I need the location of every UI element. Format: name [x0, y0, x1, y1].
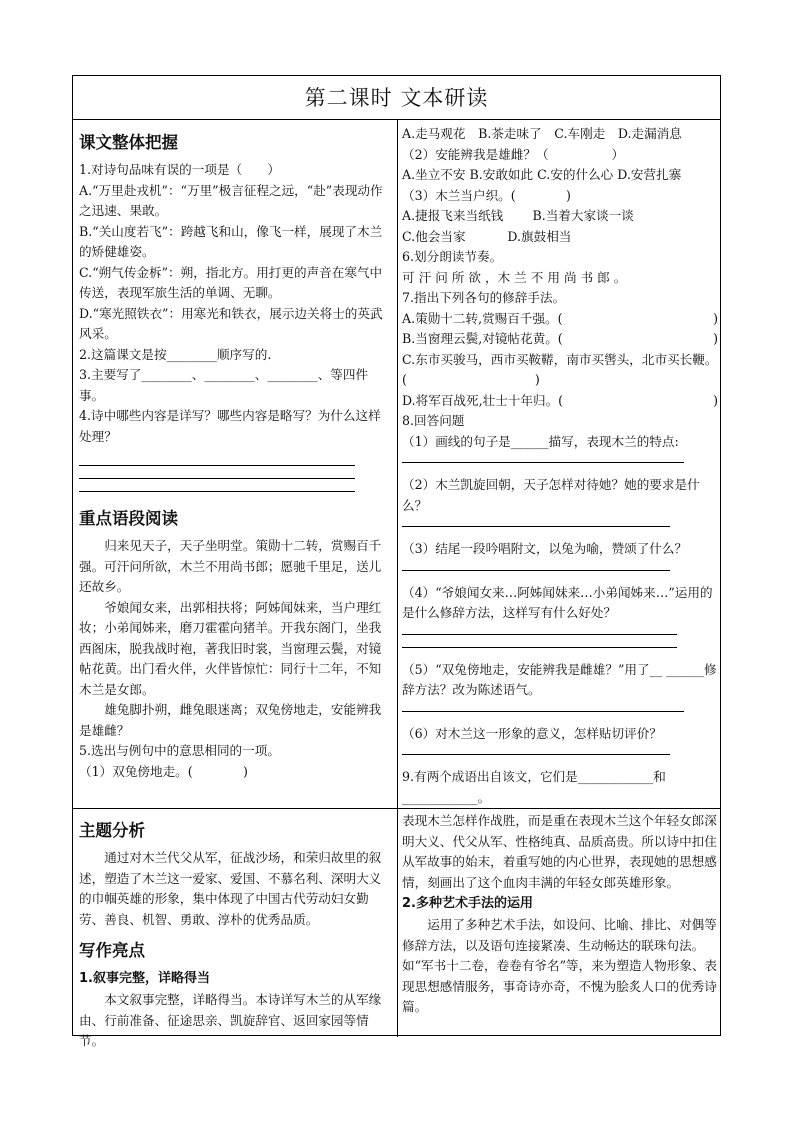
section-heading-theme: 主题分析 [79, 821, 145, 840]
question-2: 2.这篇课文是按________顺序写的. [79, 346, 272, 362]
left-top-cell [79, 126, 393, 782]
answer-line[interactable] [402, 462, 684, 463]
theme-paragraph: 通过对木兰代父从军，征战沙场，和荣归故里的叙述，塑造了木兰这一爱家、爱国、不慕名利、深明大义的巾帼英雄的形象，集中体现了中国古代劳动妇女勤劳、善良、机智、勇敢、淳朴的优秀品质。 [79, 850, 382, 927]
answer-line[interactable] [79, 465, 355, 466]
question-8: 8.回答问题 [402, 413, 465, 428]
question-7-c: C.东市买骏马，西市买鞍鞯，南市买辔头，北市买长鞭。( ) [402, 351, 718, 387]
question-1-option-a: A.“万里赴戎机”：“万里”极言征程之远，“赴”表现动作之迅速、果敢。 [79, 182, 383, 218]
question-6-text: 可 汗 问 所 欲 ，木 兰 不 用 尚 书 郎 。 [402, 269, 627, 285]
answer-line[interactable] [402, 754, 670, 755]
reading-paragraph-1: 归来见天子，天子坐明堂。策勋十二转，赏赐百千强。可汗问所欲，木兰不用尚书郎；愿驰千里足，送儿还故乡。 [79, 538, 382, 594]
question-1-option-d: D.“寒光照铁衣”：用寒光和铁衣，展示边关将士的英武风采。 [79, 305, 383, 341]
reading-paragraph-3: 雄兔脚扑朔，雌兔眼迷离；双兔傍地走，安能辨我是雄雌？ [79, 702, 382, 738]
question-5-2: （2）安能辨我是雄雌？（ ） [402, 146, 625, 162]
question-5-1: （1）双兔傍地走。( ) [79, 763, 248, 779]
question-7: 7.指出下列各句的修辞手法。 [402, 290, 566, 305]
answer-line[interactable] [79, 491, 355, 492]
question-8-1: （1）画线的句子是______描写，表现木兰的特点: [402, 433, 679, 449]
writing-paragraph-1-continued: 表现木兰怎样作战胜，而是重在表现木兰这个年轻女郎深明大义、代父从军、性格纯真、品质高贵。所以诗中扣住从军故事的始末，着重写她的内心世界，表现她的思想感情，刻画出了这个血肉丰满的年轻女郎英雄形象。 [402, 813, 717, 890]
question-1-option-b: B.“关山度若飞”：跨越飞和山，像飞一样，展现了木兰的矫健雄姿。 [79, 223, 383, 259]
writing-subheading-1: 1.叙事完整，详略得当 [79, 971, 210, 986]
left-bottom-cell [79, 814, 393, 1048]
section-heading-reading: 重点语段阅读 [79, 509, 178, 528]
column-divider [397, 120, 398, 1037]
writing-paragraph-2: 运用了多种艺术手法，如设问、比喻、排比、对偶等修辞方法，以及语句连接紧凑、生动畅达的联珠句法。如“军书十二卷，卷卷有爷名”等，来为塑造人物形象、表现思想感情服务，事奇诗亦奇，不愧为脍炙人口的优秀诗篇。 [402, 917, 718, 1014]
question-5-3: （3）木兰当户织。( ) [402, 187, 571, 203]
answer-line[interactable] [402, 526, 670, 527]
question-1: 1.对诗句品味有误的一项是（ ） [79, 162, 280, 177]
question-7-b: B.当窗理云鬓,对镜帖花黄。( ) [402, 331, 718, 346]
row-divider [73, 808, 720, 809]
question-6: 6.划分朗读节奏。 [402, 249, 503, 264]
section-heading-writing: 写作亮点 [79, 941, 145, 960]
answer-line[interactable] [402, 647, 677, 648]
question-5-3-options-ab: A.捷报飞来当纸钱 B.当着大家谈一谈 [402, 208, 634, 223]
question-1-option-c: C.“朔气传金柝”：朔，指北方。用打更的声音在寒气中传送，表现军旅生活的单调、无聊。 [79, 264, 383, 300]
question-7-a: A.策勋十二转,赏赐百千强。( ) [402, 310, 718, 326]
question-8-3: （3）结尾一段吟唱附文，以兔为喻，赞颂了什么？ [402, 541, 688, 556]
question-7-d: D.将军百战死,壮士十年归。( ) [402, 392, 718, 408]
question-8-2: （2）木兰凯旋回朝，天子怎样对待她？她的要求是什么？ [402, 477, 700, 513]
question-4: 4.诗中哪些内容是详写？哪些内容是略写？为什么这样处理？ [79, 408, 381, 444]
question-5: 5.选出与例句中的意思相同的一项。 [79, 743, 280, 758]
writing-subheading-2: 2.多种艺术手法的运用 [402, 896, 533, 911]
section-heading-overall: 课文整体把握 [79, 133, 178, 152]
answer-line[interactable] [79, 478, 355, 479]
right-bottom-cell [402, 811, 718, 1018]
question-5-1-options: A.走马观花 B.茶走味了 C.车刚走 D.走漏消息 [402, 126, 682, 141]
worksheet-table [72, 75, 721, 1048]
right-top-cell [402, 124, 718, 808]
answer-line[interactable] [402, 634, 677, 635]
answer-line[interactable] [402, 711, 684, 712]
answer-line[interactable] [402, 570, 670, 571]
question-9: 9.有两个成语出自该文，它们是____________和____________。 [402, 769, 666, 805]
reading-paragraph-2: 爷娘闻女来，出郭相扶将；阿姊闻妹来，当户理红妆；小弟闻姊来，磨刀霍霍向猪羊。开我东阁门，坐我西阁床，脱我战时袍，著我旧时裳，当窗理云鬓，对镜帖花黄。出门看火伴，火伴皆惊忙：同行十二年，不知木兰是女郎。 [79, 599, 382, 697]
question-8-6: （6）对木兰这一形象的意义，怎样贴切评价？ [402, 725, 662, 741]
question-5-3-options-cd: C.他会当家 D.旗鼓相当 [402, 228, 572, 244]
question-3: 3.主要写了________、________、________、等四件事。 [79, 367, 369, 403]
writing-paragraph-1: 本文叙事完整，详略得当。本诗详写木兰的从军缘由、行前准备、征途思亲、凯旋辞官、返回家园等情节。 [79, 992, 382, 1048]
question-8-5: （5）“双兔傍地走，安能辨我是雌雄？”用了__ ______修辞方法？改为陈述语气。 [402, 661, 717, 697]
question-8-4: （4）“爷娘闻女来…阿姊闻妹来…小弟闻姊来…”运用的是什么修辞方法，这样写有什么好处？ [402, 584, 713, 620]
question-5-2-options: A.坐立不安 B.安敢如此 C.安的什么心 D.安营扎寨 [402, 167, 682, 182]
page-title: 第二课时 文本研读 [73, 76, 720, 120]
